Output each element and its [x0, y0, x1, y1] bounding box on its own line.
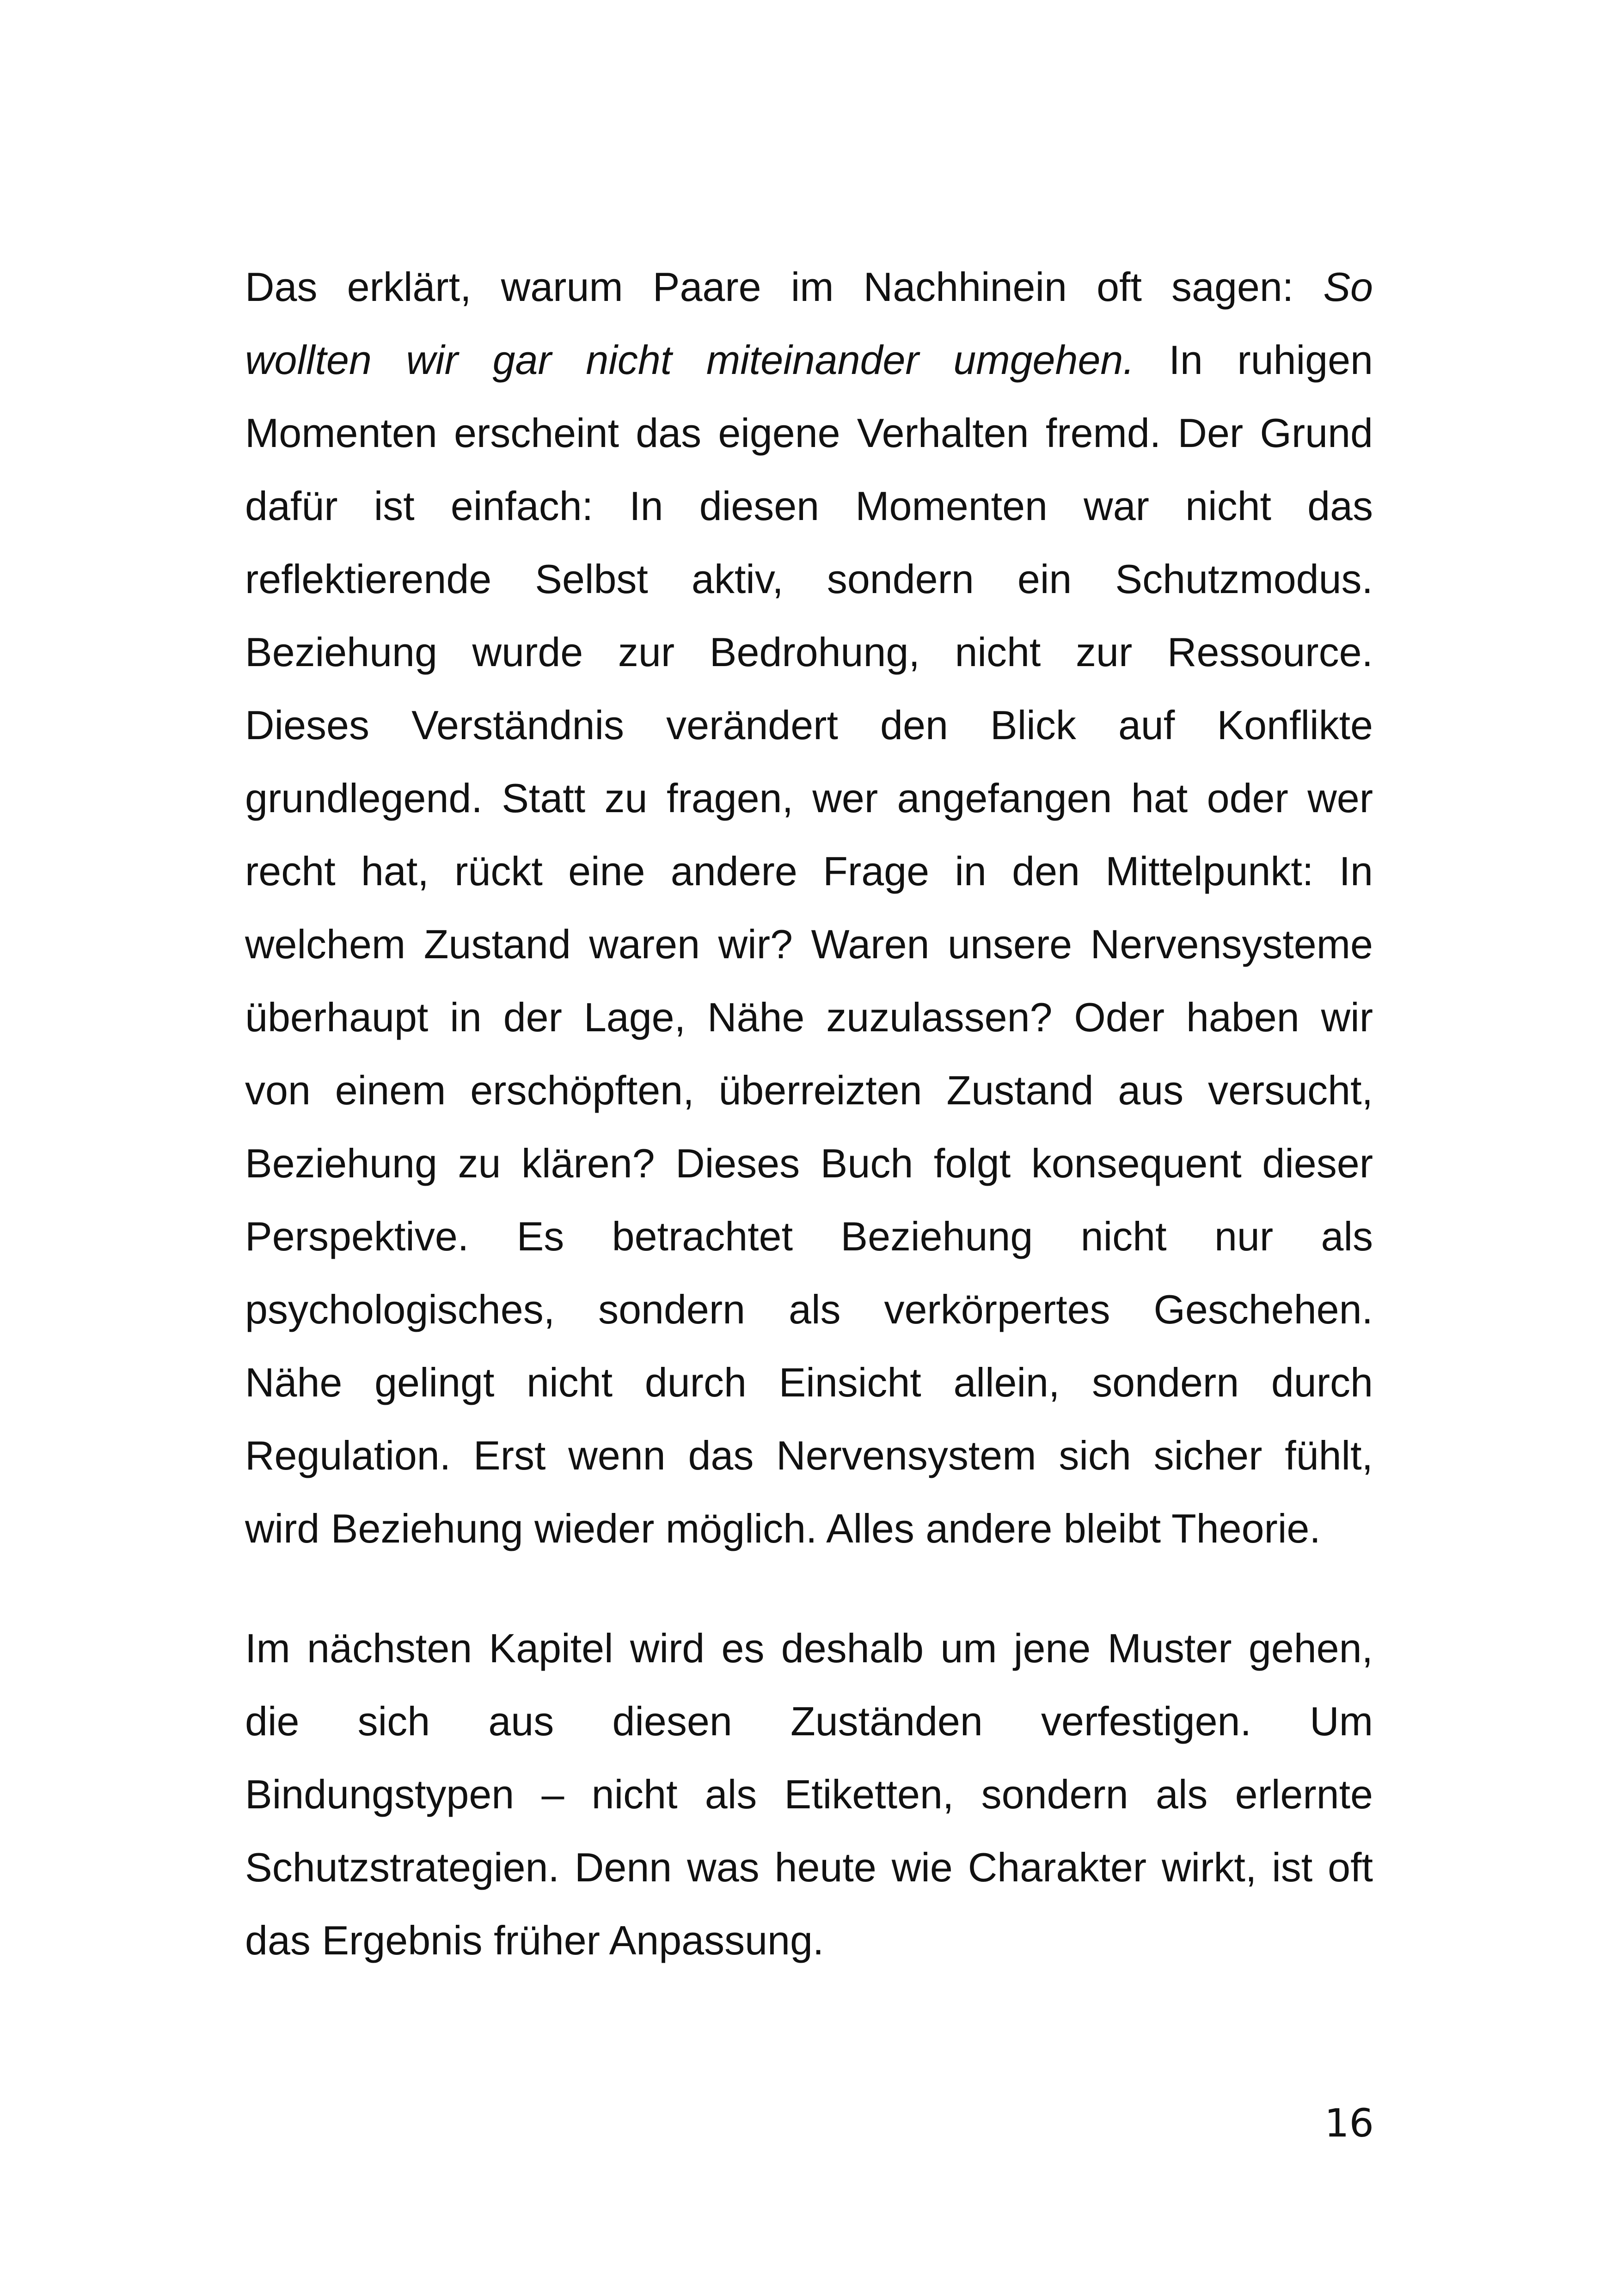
text-line: [245, 397, 1373, 470]
text-segment: In ruhigen: [1134, 337, 1373, 383]
text-line: [245, 835, 1373, 908]
paragraph-2: [245, 1612, 1373, 1977]
text-segment: dafür ist einfach: In diesen Momenten war nicht das: [245, 483, 1373, 529]
text-line: [245, 470, 1373, 543]
text-segment: von einem erschöpften, überreizten Zustand aus versucht,: [245, 1067, 1373, 1113]
text-segment: Beziehung wurde zur Bedrohung, nicht zur Ressource.: [245, 629, 1373, 675]
italic-text: So: [1323, 264, 1373, 310]
text-line: [245, 1831, 1373, 1904]
text-segment: Beziehung zu klären? Dieses Buch folgt konsequent dieser: [245, 1140, 1373, 1186]
text-segment: recht hat, rückt eine andere Frage in den Mittelpunkt: In: [245, 848, 1373, 894]
text-line: [245, 616, 1373, 689]
text-line: [245, 1054, 1373, 1127]
text-line: [245, 1758, 1373, 1831]
italic-text: wollten wir gar nicht miteinander umgehen.: [245, 337, 1134, 383]
text-segment: reflektierende Selbst aktiv, sondern ein Schutzmodus.: [245, 556, 1373, 602]
text-line: [245, 324, 1373, 397]
text-segment: welchem Zustand waren wir? Waren unsere Nervensysteme: [245, 921, 1373, 967]
text-line: [245, 1346, 1373, 1419]
text-segment: Regulation. Erst wenn das Nervensystem sich sicher fühlt,: [245, 1433, 1373, 1478]
text-line: [245, 1273, 1373, 1346]
text-segment: überhaupt in der Lage, Nähe zuzulassen? Oder haben wir: [245, 994, 1373, 1040]
text-segment: die sich aus diesen Zuständen verfestigen. Um: [245, 1698, 1373, 1744]
text-segment: Schutzstrategien. Denn was heute wie Charakter wirkt, ist oft: [245, 1844, 1373, 1890]
text-segment: Momenten erscheint das eigene Verhalten fremd. Der Grund: [245, 410, 1373, 456]
text-segment: Nähe gelingt nicht durch Einsicht allein, sondern durch: [245, 1359, 1373, 1405]
text-segment: psychologisches, sondern als verkörpertes Geschehen.: [245, 1286, 1373, 1332]
text-line: [245, 908, 1373, 981]
text-line: [245, 1200, 1373, 1273]
paragraph-1: [245, 251, 1373, 1565]
text-segment: Bindungstypen – nicht als Etiketten, sondern als erlernte: [245, 1771, 1373, 1817]
text-line: [245, 1127, 1373, 1200]
text-line: [245, 1419, 1373, 1492]
text-segment: Das erklärt, warum Paare im Nachhinein oft sagen:: [245, 264, 1324, 310]
text-segment: das Ergebnis früher Anpassung.: [245, 1917, 824, 1963]
text-line: [245, 981, 1373, 1054]
text-segment: grundlegend. Statt zu fragen, wer angefangen hat oder wer: [245, 775, 1373, 821]
text-line: [245, 1492, 1373, 1565]
text-segment: Dieses Verständnis verändert den Blick auf Konflikte: [245, 702, 1373, 748]
text-line: [245, 1685, 1373, 1758]
text-segment: Perspektive. Es betrachtet Beziehung nicht nur als: [245, 1213, 1373, 1259]
text-segment: Im nächsten Kapitel wird es deshalb um jene Muster gehen,: [245, 1625, 1373, 1671]
text-line: [245, 689, 1373, 762]
text-segment: wird Beziehung wieder möglich. Alles andere bleibt Theorie.: [245, 1506, 1321, 1551]
text-line: [245, 543, 1373, 616]
text-line: [245, 1904, 1373, 1977]
text-line: [245, 251, 1373, 324]
text-line: [245, 762, 1373, 835]
text-line: [245, 1612, 1373, 1685]
page-number: 16: [1324, 2100, 1374, 2146]
